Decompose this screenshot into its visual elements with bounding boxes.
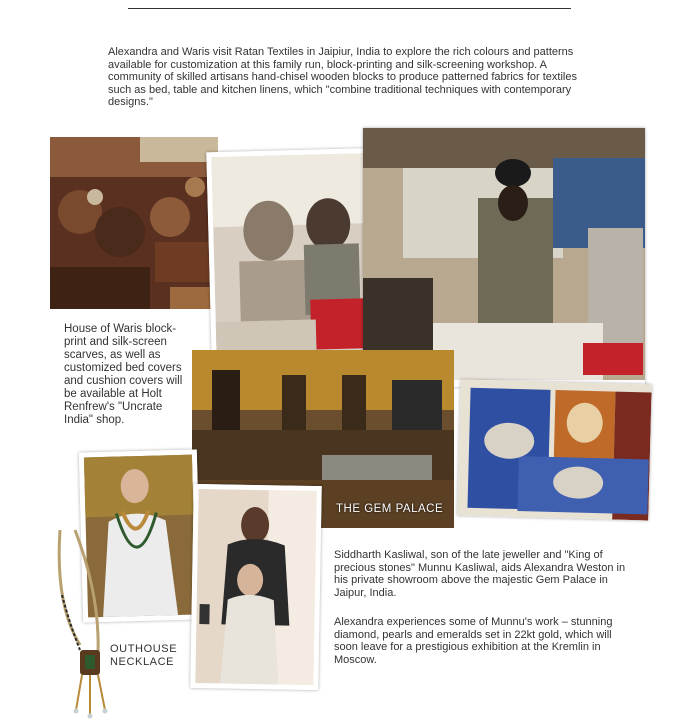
gem-palace-label: THE GEM PALACE (336, 503, 444, 515)
siddharth-caption: Siddharth Kasliwal, son of the late jeweller and "King of precious stones" Munnu Kasliwal, aids Alexandra Weston in his private showroom above the majestic Gem Palace in Jaipur, India. (334, 549, 626, 599)
workshop-photo (363, 128, 645, 387)
wood-blocks-photo (50, 137, 218, 309)
printed-fabric-photo (457, 380, 651, 521)
alexandra-caption: Alexandra experiences some of Munnu's work – stunning diamond, pearls and emeralds set in 22kt gold, which will soon leave for a prestigious exhibition at the Kremlin in Moscow. (334, 616, 613, 666)
necklace-label (110, 643, 177, 668)
house-of-waris-caption: House of Waris block-print and silk-screen scarves, as well as customized bed covers and cushion covers will be available at Holt Renfrew's "Uncrate India" shop. (64, 323, 183, 426)
necklace-label-line2: NECKLACE (110, 655, 175, 668)
top-rule (128, 8, 571, 9)
outhouse-necklace-image (50, 525, 140, 720)
necklace-label-line1: OUTHOUSE (110, 643, 178, 655)
siddharth-showroom-photo (190, 484, 322, 690)
intro-paragraph: Alexandra and Waris visit Ratan Textiles in Jaipiur, India to explore the rich colours and patterns available for customization at this family run, block-printing and silk-screening workshop. A community of skilled artisans hand-chisel wooden blocks to produce patterned fabrics for textiles such as bed, table and kitchen linens, which "combine traditional techniques with contemporary designs." (108, 46, 577, 108)
